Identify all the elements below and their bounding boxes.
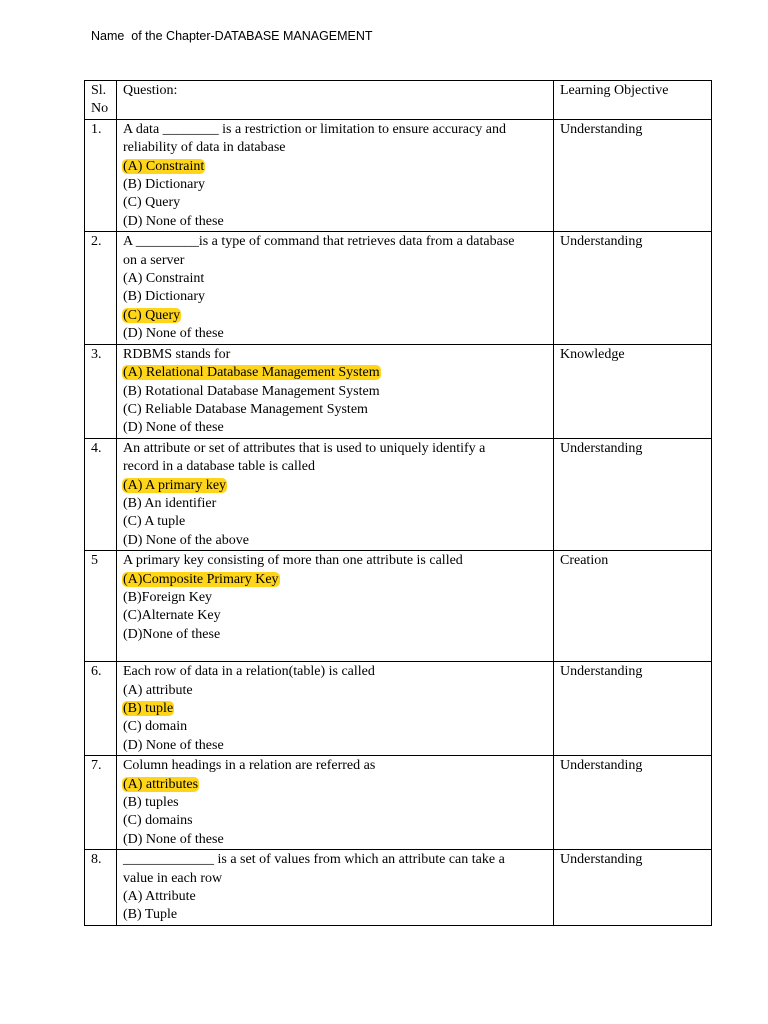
option-line [123,383,548,401]
option-line [123,626,548,644]
question-cell [117,438,554,550]
option-line [123,495,548,513]
answer-option: (D) None of these [123,737,224,753]
option-line [123,776,548,794]
serial-number-cell [85,119,117,231]
serial-number-cell [85,344,117,438]
question-row [85,438,712,550]
objective-cell [554,119,712,231]
option-line [123,213,548,231]
serial-number-cell [85,551,117,662]
option-line [123,477,548,495]
learning-objective: Understanding [560,121,643,137]
serial-number: 6. [91,664,102,680]
learning-objective: Understanding [560,234,643,250]
objective-cell [554,756,712,850]
option-line [123,700,548,718]
question-row [85,756,712,850]
question-text-line: reliability of data in database [123,140,286,156]
option-line [123,607,548,625]
correct-answer-option: (A) Relational Database Management System [123,365,380,381]
serial-number: 4. [91,440,102,456]
serial-number-cell [85,662,117,756]
option-line [123,401,548,419]
option-line [123,571,548,589]
answer-option: (D) None of the above [123,532,249,548]
question-text-line: Column headings in a relation are referred as [123,758,376,774]
learning-objective: Understanding [560,664,643,680]
objective-cell [554,344,712,438]
answer-option: (C) domain [123,719,188,735]
question-cell [117,344,554,438]
learning-objective: Creation [560,553,609,569]
chapter-title: Name of the Chapter-DATABASE MANAGEMENT [91,29,373,43]
answer-option: (D) None of these [123,831,224,847]
option-line [123,288,548,306]
serial-header-line1: Sl. [91,83,107,98]
objective-cell [554,850,712,926]
question-text-line: A primary key consisting of more than one attribute is called [123,553,463,569]
question-row [85,850,712,926]
answer-option: (A) Constraint [123,271,205,287]
option-line [123,718,548,736]
question-text-line: _____________ is a set of values from which an attribute can take a [123,852,505,868]
answer-option: (B) An identifier [123,495,217,511]
option-line [123,831,548,849]
answer-option: (B) tuples [123,795,179,810]
answer-option: (C) Reliable Database Management System [123,401,368,417]
question-cell [117,119,554,231]
objective-header [554,81,712,120]
option-line [123,307,548,325]
question-text-line: An attribute or set of attributes that is used to uniquely identify a [123,440,486,456]
option-line [123,589,548,607]
question-row [85,232,712,344]
question-header-label: Question: [123,83,178,98]
learning-objective: Understanding [560,758,643,774]
question-text-line: value in each row [123,870,223,886]
objective-cell [554,232,712,344]
objective-cell [554,551,712,662]
option-line [123,270,548,288]
correct-answer-option: (A) attributes [123,776,199,792]
option-line [123,176,548,194]
question-cell [117,232,554,344]
question-row [85,119,712,231]
correct-answer-option: (A) Constraint [123,158,205,174]
answer-option: (B) Dictionary [123,289,206,305]
option-line [123,888,548,906]
serial-number: 7. [91,758,102,774]
learning-objective: Understanding [560,440,643,456]
answer-option: (D)None of these [123,626,221,642]
option-line [123,158,548,176]
option-line [123,812,548,830]
option-line [123,906,548,924]
objective-header-label: Learning Objective [560,83,669,98]
option-line [123,794,548,812]
objective-cell [554,438,712,550]
question-text-line: RDBMS stands for [123,346,231,362]
answer-option: (C) domains [123,813,193,829]
option-line [123,532,548,550]
option-line [123,364,548,382]
correct-answer-option: (C) Query [123,307,181,323]
question-text-line: A data ________ is a restriction or limitation to ensure accuracy and [123,121,506,137]
option-line [123,513,548,531]
answer-option: (C) A tuple [123,514,186,530]
answer-option: (D) None of these [123,326,224,342]
answer-option: (D) None of these [123,213,224,229]
option-line [123,325,548,343]
question-row [85,662,712,756]
correct-answer-option: (A) A primary key [123,477,227,493]
answer-option: (A) attribute [123,682,193,698]
answer-option: (B) Dictionary [123,177,206,193]
question-text-line: record in a database table is called [123,459,316,475]
answer-option: (B) Tuple [123,907,178,923]
question-row [85,551,712,662]
question-cell [117,551,554,662]
answer-option: (D) None of these [123,420,224,436]
answer-option: (C)Alternate Key [123,608,221,624]
learning-objective: Understanding [560,852,643,868]
objective-cell [554,662,712,756]
question-header [117,81,554,120]
serial-number: 5 [91,553,98,569]
question-table-body [85,81,712,926]
serial-number: 2. [91,234,102,250]
question-text-line: A _________is a type of command that retrieves data from a database [123,234,515,250]
question-cell [117,662,554,756]
header-row [85,81,712,120]
question-text-line: Each row of data in a relation(table) is called [123,664,375,680]
serial-number-cell [85,756,117,850]
option-line [123,419,548,437]
question-row [85,344,712,438]
question-table [84,80,712,926]
serial-header-line2: No [91,101,109,117]
serial-number-cell [85,232,117,344]
serial-number: 1. [91,121,102,137]
serial-number: 8. [91,852,102,868]
correct-answer-option: (B) tuple [123,700,174,716]
option-line [123,194,548,212]
serial-number-cell [85,438,117,550]
serial-number-cell [85,850,117,926]
serial-number-header [85,81,117,120]
correct-answer-option: (A)Composite Primary Key [123,571,279,587]
option-line [123,682,548,700]
serial-number: 3. [91,346,102,362]
answer-option: (C) Query [123,195,181,211]
learning-objective: Knowledge [560,346,625,362]
question-text-line: on a server [123,252,185,268]
question-cell [117,850,554,926]
answer-option: (B) Rotational Database Management System [123,383,380,399]
answer-option: (A) Attribute [123,889,196,905]
answer-option: (B)Foreign Key [123,589,213,605]
option-line [123,737,548,755]
question-cell [117,756,554,850]
